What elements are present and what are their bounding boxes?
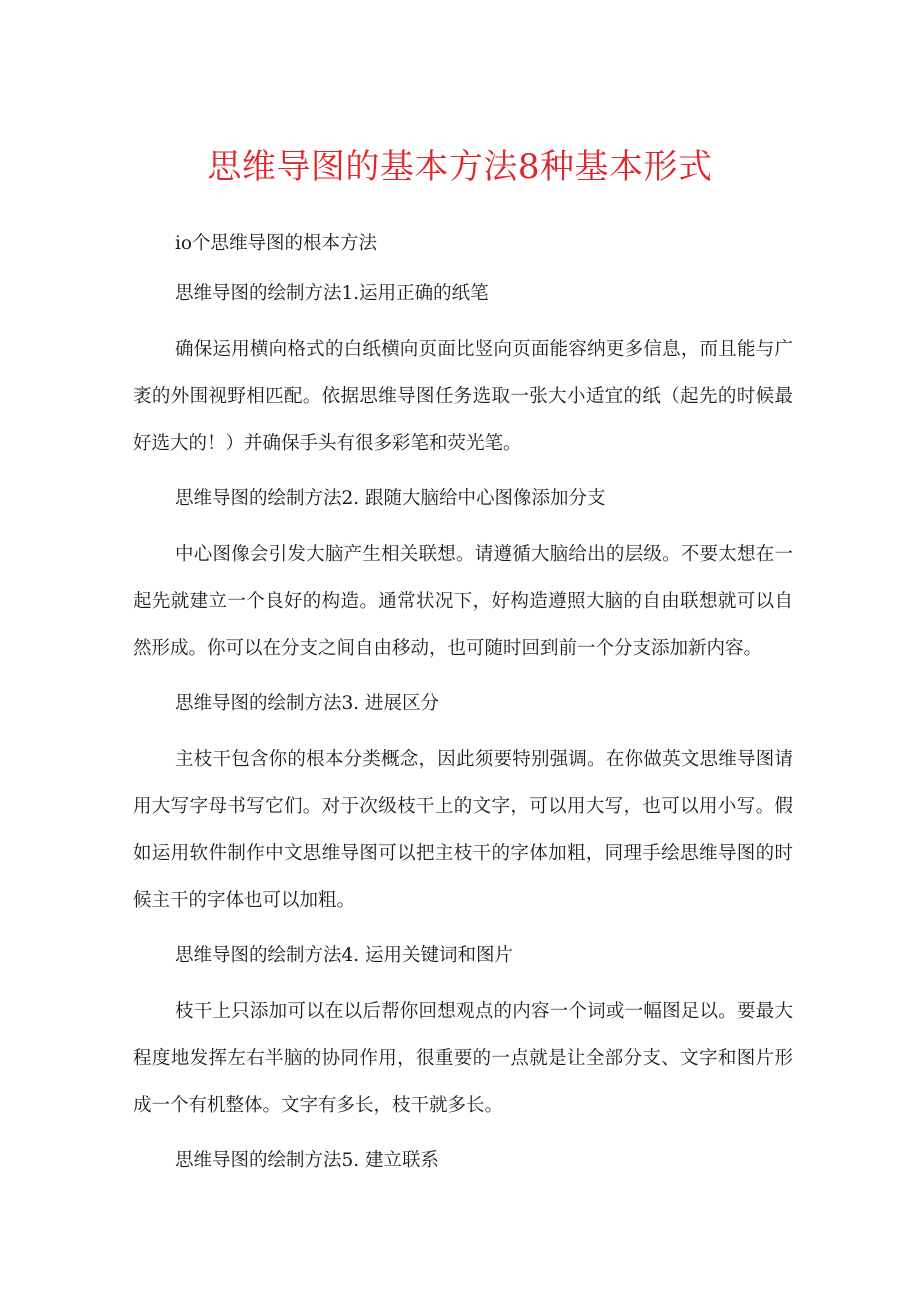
section-heading-5: 思维导图的绘制方法5. 建立联系 [175, 1150, 440, 1171]
section-heading-2: 思维导图的绘制方法2. 跟随大脑给中心图像添加分支 [175, 488, 606, 509]
section-paragraph-2: 中心图像会引发大脑产生相关联想。请遵循大脑给出的层级。不要太想在一起先就建立一个良好的构造。通常状况下，好构造遵照大脑的自由联想就可以自然形成。你可以在分支之间自由移动，也可随时回到前一个分支添加新内容。 [133, 544, 793, 659]
section-heading-1: 思维导图的绘制方法1.运用正确的纸笔 [175, 283, 489, 304]
section-heading-3: 思维导图的绘制方法3. 进展区分 [175, 693, 440, 714]
intro-heading: io个思维导图的根本方法 [175, 233, 378, 254]
document-body [133, 226, 793, 1193]
section-paragraph-1: 确保运用横向格式的白纸横向页面比竖向页面能容纳更多信息，而且能与广袤的外围视野相匹配。依据思维导图任务选取一张大小适宜的纸（起先的时候最好选大的！）并确保手头有很多彩笔和荧光笔。 [133, 339, 793, 454]
section-heading-4: 思维导图的绘制方法4. 运用关键词和图片 [175, 945, 514, 966]
section-paragraph-4: 枝干上只添加可以在以后帮你回想观点的内容一个词或一幅图足以。要最大程度地发挥左右半脑的协同作用，很重要的一点就是让全部分支、文字和图片形成一个有机整体。文字有多长，枝干就多长。 [133, 1001, 793, 1116]
section-paragraph-3: 主枝干包含你的根本分类概念，因此须要特别强调。在你做英文思维导图请用大写字母书写它们。对于次级枝干上的文字，可以用大写，也可以用小写。假如运用软件制作中文思维导图可以把主枝干的字体加粗，同理手绘思维导图的时候主干的字体也可以加粗。 [133, 749, 793, 911]
document-title: 思维导图的基本方法8种基本形式 [207, 147, 713, 187]
